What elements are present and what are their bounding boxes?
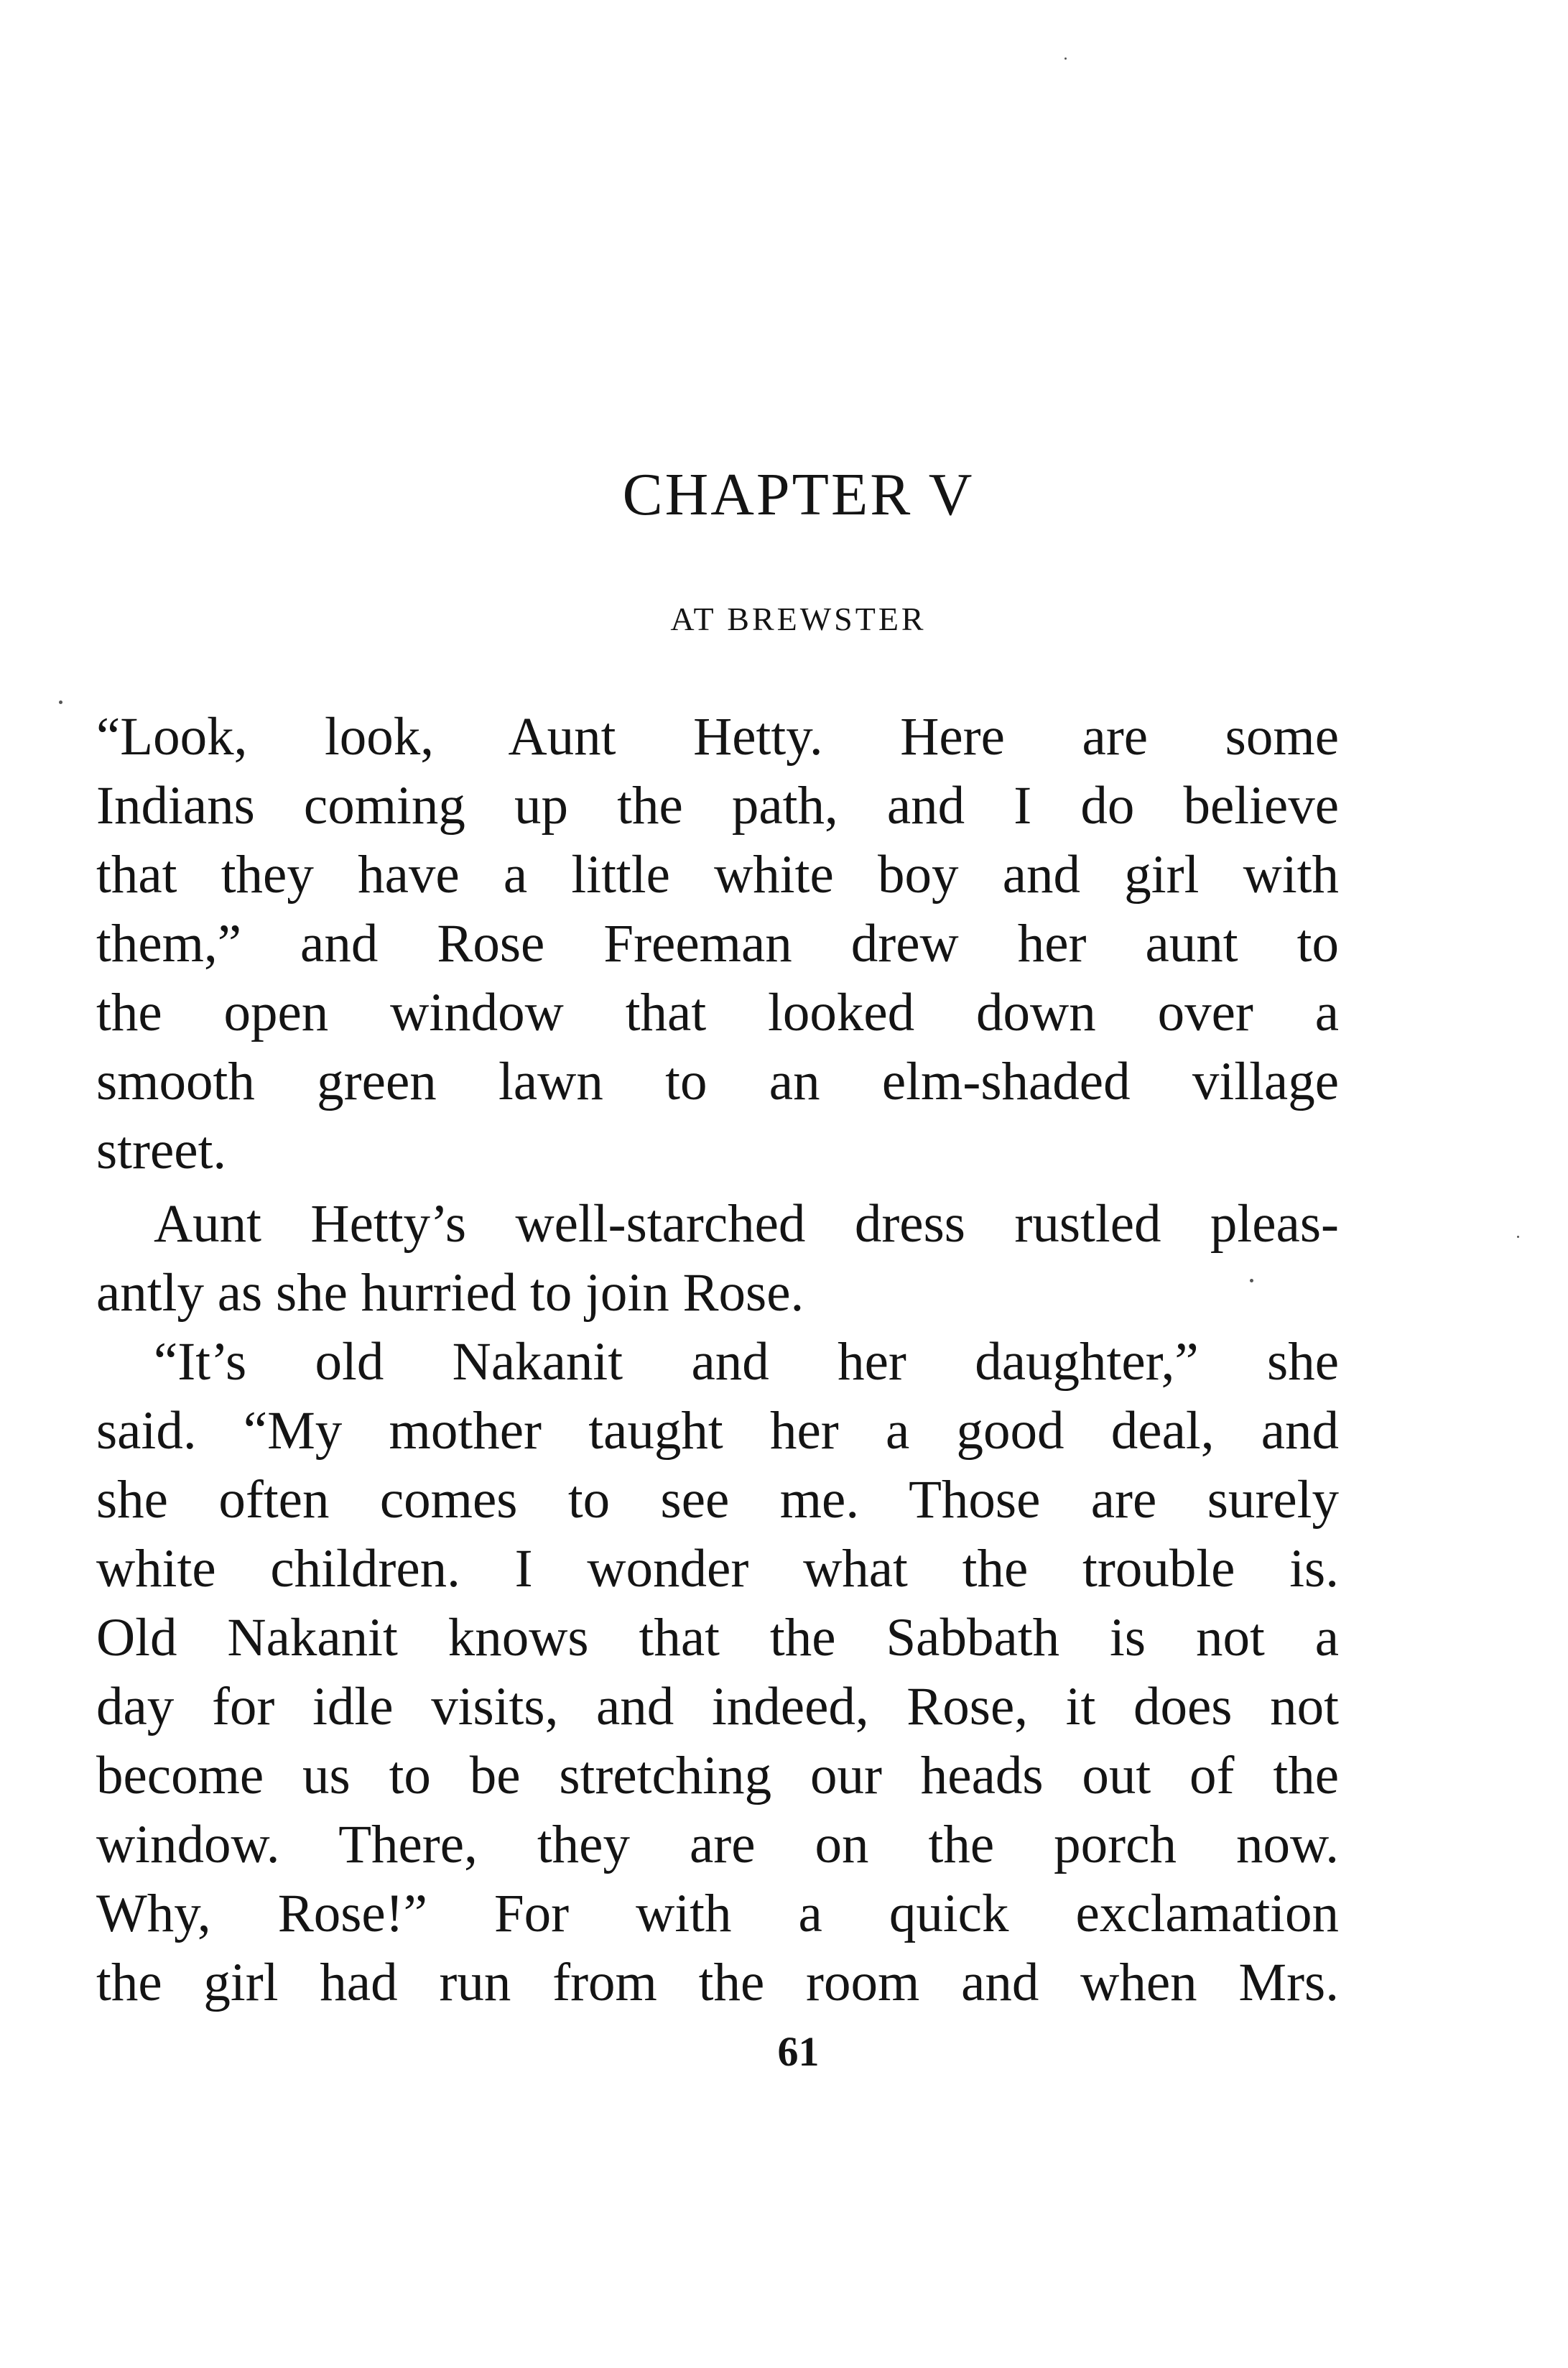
text-line: white children. I wonder what the trouble is. — [96, 1539, 1339, 1599]
text-line: said. “My mother taught her a good deal, and — [96, 1401, 1339, 1461]
text-line: Why, Rose!” For with a quick exclamation — [96, 1884, 1339, 1943]
text-line: smooth green lawn to an elm-shaded village — [96, 1052, 1339, 1111]
text-line: the open window that looked down over a — [96, 983, 1339, 1042]
chapter-subtitle: AT BREWSTER — [670, 601, 927, 637]
paper-speck — [59, 700, 62, 704]
text-line: “Look, look, Aunt Hetty. Here are some — [96, 707, 1339, 767]
paper-speck — [1517, 1236, 1519, 1238]
chapter-title: CHAPTER V — [622, 461, 975, 528]
text-line: Indians coming up the path, and I do believe — [96, 776, 1339, 836]
text-line: street. — [96, 1121, 227, 1180]
text-line: them,” and Rose Freeman drew her aunt to — [96, 914, 1339, 973]
text-line: “It’s old Nakanit and her daughter,” she — [154, 1332, 1339, 1392]
text-line: Old Nakanit knows that the Sabbath is not a — [96, 1608, 1339, 1668]
paper-speck — [1250, 1279, 1253, 1282]
text-line: she often comes to see me. Those are surely — [96, 1470, 1339, 1530]
text-line: become us to be stretching our heads out of the — [96, 1746, 1339, 1805]
text-line: window. There, they are on the porch now. — [96, 1815, 1339, 1874]
text-line: day for idle visits, and indeed, Rose, it does not — [96, 1677, 1339, 1736]
page-number: 61 — [777, 2028, 820, 2075]
text-line: antly as she hurried to join Rose. — [96, 1263, 804, 1323]
text-line: Aunt Hetty’s well-starched dress rustled pleas- — [154, 1194, 1339, 1254]
text-line: the girl had run from the room and when Mrs. — [96, 1953, 1339, 2012]
text-line: that they have a little white boy and girl with — [96, 845, 1339, 905]
paper-speck — [1064, 57, 1067, 60]
